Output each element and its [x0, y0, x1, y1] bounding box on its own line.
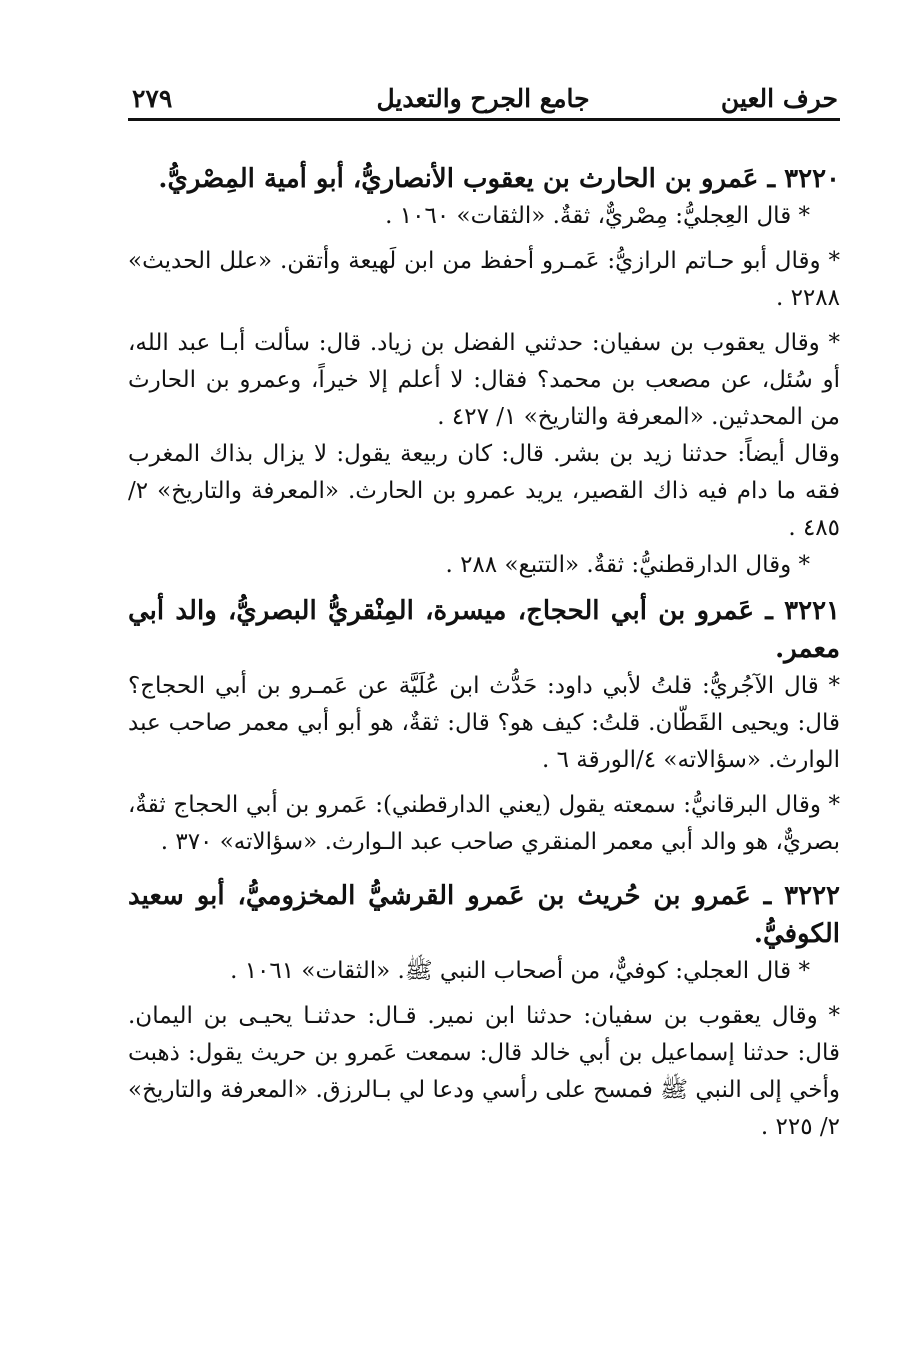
entry-paragraph: * وقال أبو حـاتم الرازيُّ: عَمـرو أحفظ من ابن لَهيعة وأتقن. «علل الحديث» ٢٢٨٨ . [128, 248, 840, 311]
section-heading: حرف العين [720, 84, 838, 113]
header-rule [128, 118, 840, 121]
entry-paragraph: * وقال الدارقطنيُّ: ثقةٌ. «التتبع» ٢٨٨ . [445, 552, 810, 578]
entry-title: ٣٢٢٢ ـ عَمرو بن حُريث بن عَمرو القرشيُّ المخزوميُّ، أبو سعيد الكوفيُّ. [128, 881, 840, 949]
page-number: ٢٧٩ [132, 84, 173, 113]
page-header [128, 78, 838, 120]
entry-paragraph: * قال الآجُريُّ: قلتُ لأبي داود: حَدُّث ابن عُلَيَّة عن عَمـرو بن أبي الحجاج؟ قال: ويحيى القَطّان. قلتُ: كيف هو؟ قال: ثقةٌ، هو أبو أبي معمر صاحب عبد الوارث. «سؤالاته» ٤/الورقة ٦ . [128, 673, 840, 773]
entry-paragraph: * قال العِجليُّ: مِصْريٌّ، ثقةٌ. «الثقات» ١٠٦٠ . [385, 203, 810, 229]
entry-title: ٣٢٢١ ـ عَمرو بن أبي الحجاج، ميسرة، المِنْقريُّ البصريُّ، والد أبي معمر. [128, 596, 840, 664]
running-title: جامع الجرح والتعديل [376, 84, 590, 113]
entry-3220 [128, 160, 840, 584]
page-body [128, 160, 840, 1146]
entry-paragraph: * وقال البرقانيُّ: سمعته يقول (يعني الدارقطني): عَمرو بن أبي الحجاج ثقةٌ، بصريٌّ، هو والد أبي معمر المنقري صاحب عبد الـوارث. «سؤالاته» ٣٧٠ . [128, 792, 840, 855]
entry-paragraph: وقال أيضاً: حدثنا زيد بن بشر. قال: كان ربيعة يقول: لا يزال بذاك المغرب فقه ما دام فيه ذاك القصير، يريد عمرو بن الحارث. «المعرفة والتاريخ» ٢/ ٤٨٥ . [128, 441, 840, 541]
entry-title: ٣٢٢٠ ـ عَمرو بن الحارث بن يعقوب الأنصاريُّ، أبو أمية المِصْريُّ. [158, 164, 840, 194]
entry-paragraph: * قال العجلي: كوفيٌّ، من أصحاب النبي ﷺ. «الثقات» ١٠٦١ . [230, 958, 810, 984]
entry-paragraph: * وقال يعقوب بن سفيان: حدثني الفضل بن زياد. قال: سألت أبـا عبد الله، أو سُئل، عن مصعب بن محمد؟ فقال: لا أعلم إلا خيراً، وعمرو بن الحارث من المحدثين. «المعرفة والتاريخ» ١/ ٤٢٧ . [128, 330, 840, 430]
entry-paragraph: * وقال يعقوب بن سفيان: حدثنا ابن نمير. قـال: حدثنـا يحيـى بن اليمان. قال: حدثنا إسماعيل بن أبي خالد قال: سمعت عَمرو بن حريث يقول: ذهبت وأخي إلى النبي ﷺ فمسح على رأسي ودعا لي بـالرزق. «المعرفة والتاريخ» ٢/ ٢٢٥ . [128, 1003, 840, 1140]
entry-3222 [128, 877, 840, 1146]
entry-3221 [128, 592, 840, 861]
